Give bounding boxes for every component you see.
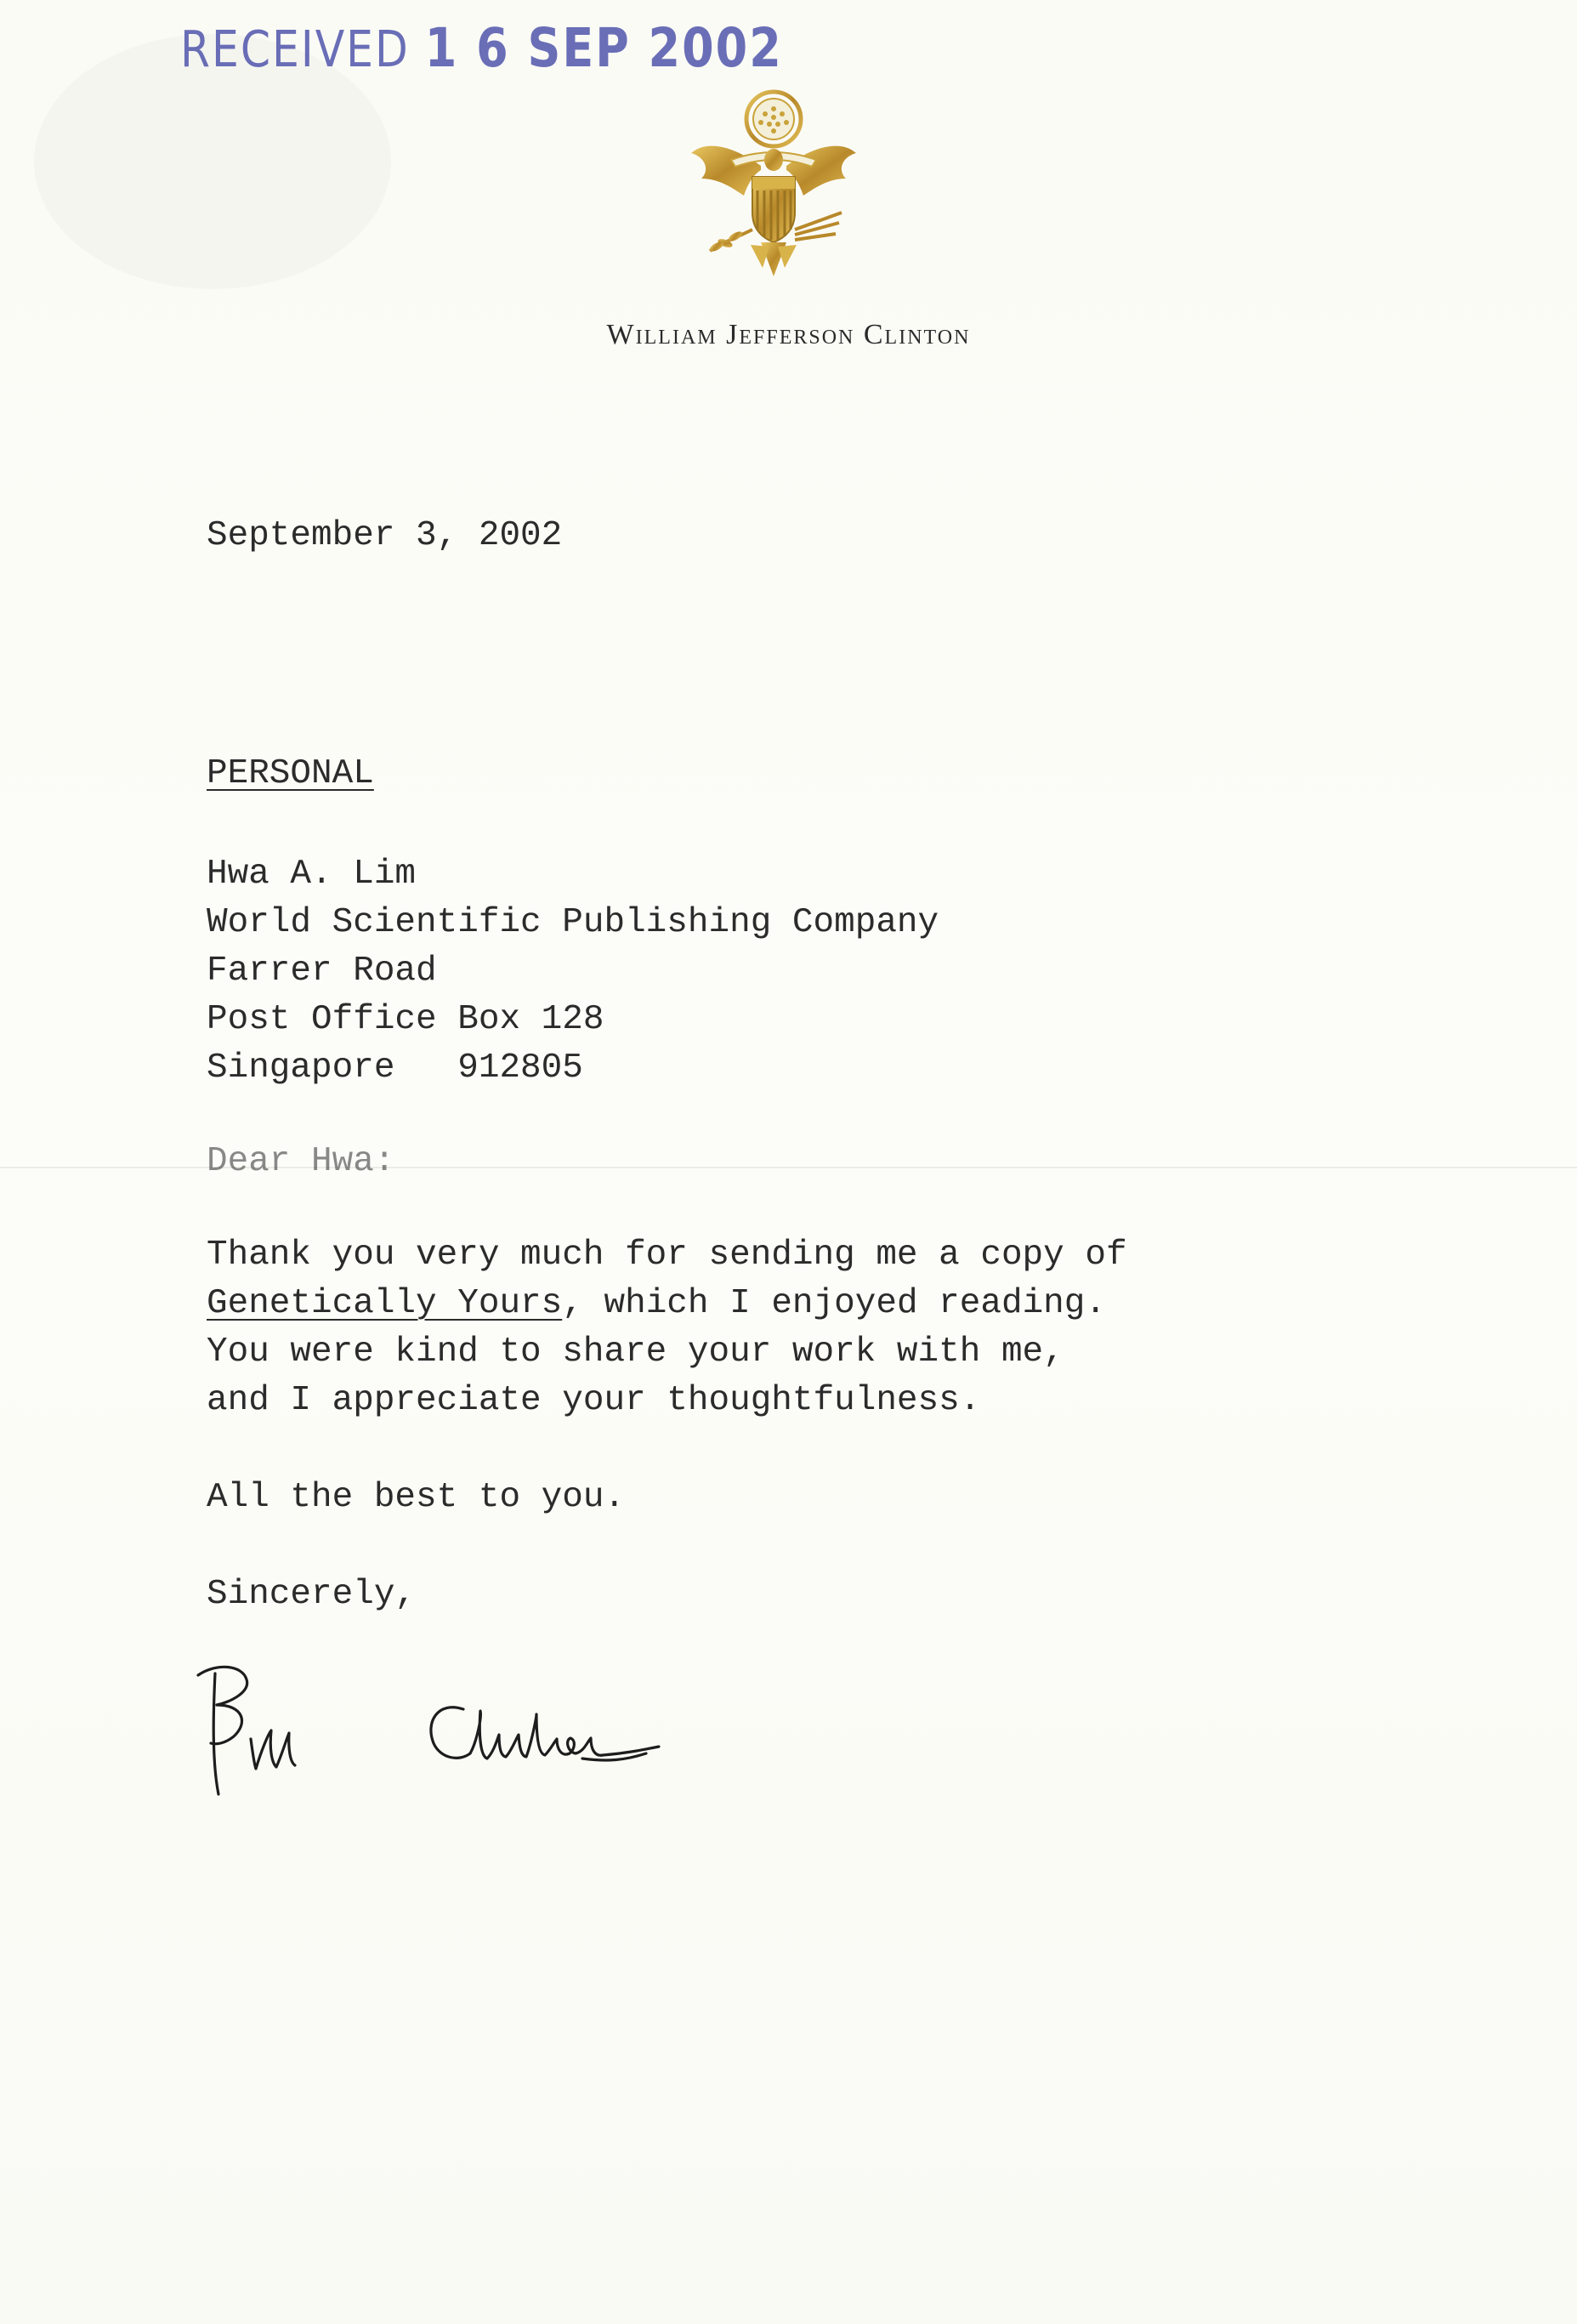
recipient-company: World Scientific Publishing Company bbox=[207, 903, 939, 942]
body-line-3: You were kind to share your work with me, bbox=[207, 1332, 1064, 1372]
personal-marking: PERSONAL bbox=[207, 754, 374, 793]
body-line-1: Thank you very much for sending me a copy of bbox=[207, 1236, 1127, 1275]
body-line-2-rest: , which I enjoyed reading. bbox=[562, 1284, 1106, 1323]
closing-line: All the best to you. bbox=[207, 1478, 626, 1517]
body-line-2 bbox=[207, 1280, 1106, 1328]
book-title: Genetically Yours bbox=[207, 1284, 563, 1323]
letter-date: September 3, 2002 bbox=[207, 516, 563, 555]
received-stamp bbox=[180, 17, 783, 80]
body-line-4: and I appreciate your thoughtfulness. bbox=[207, 1381, 981, 1420]
recipient-city-postcode: Singapore 912805 bbox=[207, 1048, 583, 1088]
recipient-name: Hwa A. Lim bbox=[207, 855, 417, 894]
received-stamp-date: 1 6 SEP 2002 bbox=[424, 17, 783, 80]
handwritten-signature bbox=[183, 1658, 761, 1811]
salutation: Dear Hwa: bbox=[207, 1142, 395, 1181]
letterhead-name: William Jefferson Clinton bbox=[606, 319, 971, 350]
received-stamp-label: RECEIVED bbox=[180, 20, 410, 79]
recipient-po-box: Post Office Box 128 bbox=[207, 1000, 604, 1039]
recipient-street: Farrer Road bbox=[207, 952, 437, 991]
great-seal-eagle-icon bbox=[684, 85, 863, 285]
sign-off: Sincerely, bbox=[207, 1575, 417, 1614]
